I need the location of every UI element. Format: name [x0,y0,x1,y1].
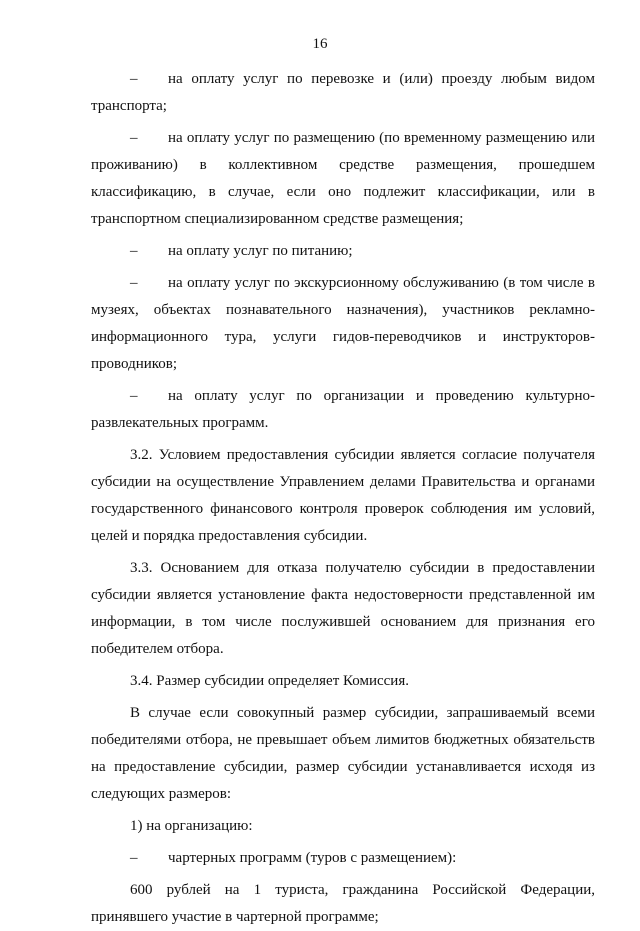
page-number: 16 [312,36,328,52]
paragraph-organization: 1) на организацию: [130,818,253,834]
dash-marker: – [130,850,138,866]
clause-3-2: 3.2. Условием предоставления субсидии является согласие получателя субсидии на осуществление Управлением делами Правительства и органами государственного финансового контроля проверок соблюдения им условий, целей и порядка предоставления субсидии. [91,447,595,544]
dash-marker: – [130,71,138,87]
list-item-charter [91,845,595,872]
clause-3-4: 3.4. Размер субсидии определяет Комиссия. [130,673,409,689]
list-item-entertainment [91,383,595,437]
document-body [91,66,595,931]
paragraph-text: чартерных программ (туров с размещением): [168,850,457,866]
list-item-transport [91,66,595,120]
list-item-accommodation [91,125,595,233]
paragraph-text: на оплату услуг по питанию; [168,243,353,259]
paragraph-text: на оплату услуг по перевозке и (или) проезду любым видом транспорта; [91,71,595,114]
dash-marker: – [130,130,138,146]
clause-3-3: 3.3. Основанием для отказа получателю субсидии в предоставлении субсидии является установление факта недостоверности представленной им информации, в том числе послужившей основанием для признания его победителем отбора. [91,560,595,657]
paragraph-text: на оплату услуг по организации и проведению культурно-развлекательных программ. [91,388,595,431]
paragraph-subsidy-size: В случае если совокупный размер субсидии, запрашиваемый всеми победителями отбора, не превышает объем лимитов бюджетных обязательств на предоставление субсидии, размер субсидии устанавливается исходя из следующих размеров: [91,705,595,802]
list-item-food [91,238,595,265]
dash-marker: – [130,388,138,404]
paragraph-rate: 600 рублей на 1 туриста, гражданина Российской Федерации, принявшего участие в чартерной программе; [91,882,595,925]
dash-marker: – [130,275,138,291]
paragraph-text: на оплату услуг по экскурсионному обслуживанию (в том числе в музеях, объектах познавательного назначения), участников рекламно-информационного тура, услуги гидов-переводчиков и инструкторов-проводников; [91,275,595,372]
list-item-excursion [91,270,595,378]
paragraph-text: на оплату услуг по размещению (по временному размещению или проживанию) в коллективном средстве размещения, прошедшем классификацию, в случае, если оно подлежит классификации, или в транспортном специализированном средстве размещения; [91,130,595,227]
dash-marker: – [130,243,138,259]
